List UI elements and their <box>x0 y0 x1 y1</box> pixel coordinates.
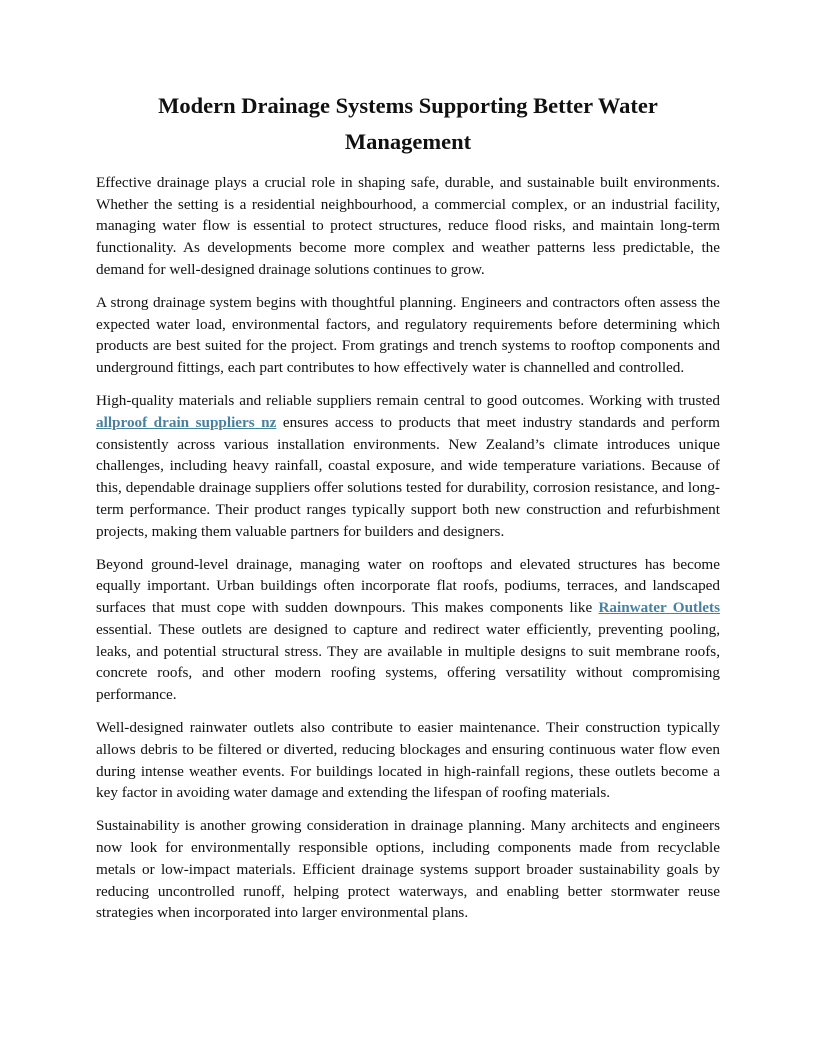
paragraph-intro: Effective drainage plays a crucial role in shaping safe, durable, and sustainable built environments. Whether the setting is a residential neighbourhood, a commercial complex, or an industrial facility, managing water flow is essential to protect structures, reduce flood risks, and maintain long-term functionality. As developments become more complex and weather patterns less predictable, the demand for well-designed drainage solutions continues to grow. <box>96 174 720 278</box>
paragraph-rooftops-text-after: essential. These outlets are designed to capture and redirect water efficiently, preventing pooling, leaks, and potential structural stress. They are available in multiple designs to suit membrane roofs, concrete roofs, and other modern roofing systems, offering versatility without compromising performance. <box>96 620 720 703</box>
allproof-drain-suppliers-link[interactable]: allproof drain suppliers nz <box>96 414 277 432</box>
paragraph-suppliers-text-after: ensures access to products that meet industry standards and perform consistently across various installation environments. New Zealand’s climate introduces unique challenges, including heavy rainfall, coastal exposure, and wide temperature variations. Because of this, dependable drainage suppliers offer solutions tested for durability, corrosion resistance, and long-term performance. Their product ranges typically support both new construction and refurbishment projects, making them valuable partners for builders and designers. <box>96 414 720 540</box>
paragraph-suppliers-text-before: High-quality materials and reliable suppliers remain central to good outcomes. Working with trusted <box>96 392 720 410</box>
paragraph-suppliers <box>96 390 720 542</box>
paragraph-maintenance: Well-designed rainwater outlets also contribute to easier maintenance. Their construction typically allows debris to be filtered or diverted, reducing blockages and ensuring continuous water flow even during intense weather events. For buildings located in high-rainfall regions, these outlets become a key factor in avoiding water damage and extending the lifespan of roofing materials. <box>96 719 720 802</box>
page-title-line-1: Modern Drainage Systems Supporting Better Water <box>158 93 658 118</box>
paragraph-planning: A strong drainage system begins with thoughtful planning. Engineers and contractors often assess the expected water load, environmental factors, and regulatory requirements before determining which products are best suited for the project. From gratings and trench systems to rooftop components and underground fittings, each part contributes to how effectively water is channelled and controlled. <box>96 294 720 377</box>
paragraph-rooftops <box>96 554 720 706</box>
page-title-line-2: Management <box>344 129 472 154</box>
rainwater-outlets-link[interactable]: Rainwater Outlets <box>598 599 720 617</box>
page-title <box>96 88 720 160</box>
paragraph-sustainability: Sustainability is another growing consideration in drainage planning. Many architects and engineers now look for environmentally responsible options, including components made from recyclable metals or low-impact materials. Efficient drainage systems support broader sustainability goals by reducing uncontrolled runoff, helping protect waterways, and enabling better stormwater reuse strategies when incorporated into larger environmental plans. <box>96 817 720 922</box>
document-page <box>96 88 720 936</box>
paragraph-rooftops-text-before: Beyond ground-level drainage, managing water on rooftops and elevated structures has become equally important. Urban buildings often incorporate flat roofs, podiums, terraces, and landscaped surfaces that must cope with sudden downpours. This makes components like <box>96 555 720 617</box>
